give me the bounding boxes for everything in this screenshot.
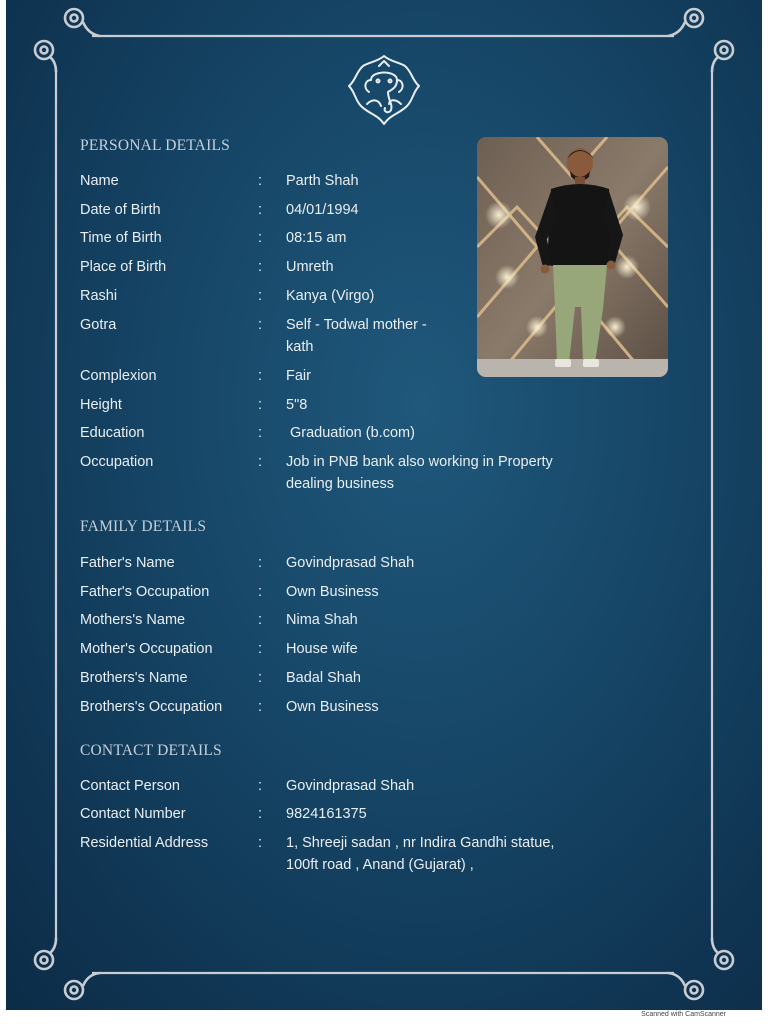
field-value: Graduation (b.com) bbox=[290, 425, 415, 441]
separator: : bbox=[258, 288, 263, 304]
field-label: Father's Name bbox=[80, 555, 175, 571]
field-value: House wife bbox=[286, 641, 358, 657]
contact-details-heading: CONTACT DETAILS bbox=[80, 742, 222, 759]
flourish-bottom-right bbox=[668, 938, 733, 999]
personal-details-heading: PERSONAL DETAILS bbox=[80, 137, 230, 154]
field-label: Brothers's Name bbox=[80, 670, 188, 686]
field-value: Umreth bbox=[286, 259, 334, 275]
separator: : bbox=[258, 397, 263, 413]
field-label: Occupation bbox=[80, 454, 154, 470]
separator: : bbox=[258, 230, 263, 246]
separator: : bbox=[258, 555, 263, 571]
separator: : bbox=[258, 584, 263, 600]
separator: : bbox=[258, 778, 263, 794]
separator: : bbox=[258, 612, 263, 628]
separator: : bbox=[258, 259, 263, 275]
field-label: Father's Occupation bbox=[80, 584, 210, 600]
field-label: Education bbox=[80, 425, 145, 441]
field-label: Date of Birth bbox=[80, 202, 161, 218]
field-label: Residential Address bbox=[80, 835, 209, 851]
field-label: Time of Birth bbox=[80, 230, 162, 246]
field-value: 5"8 bbox=[286, 397, 308, 413]
family-details-heading: FAMILY DETAILS bbox=[80, 518, 207, 535]
separator: : bbox=[258, 202, 263, 218]
separator: : bbox=[258, 317, 263, 333]
field-label: Mother's Occupation bbox=[80, 641, 213, 657]
field-label: Complexion bbox=[80, 368, 157, 384]
biodata-sheet bbox=[6, 0, 762, 1010]
field-label: Mothers's Name bbox=[80, 612, 186, 628]
field-value: 1, Shreeji sadan , nr Indira Gandhi statue, 100ft road , Anand (Gujarat) , bbox=[286, 835, 555, 873]
profile-photo bbox=[477, 137, 668, 377]
field-value: Kanya (Virgo) bbox=[286, 288, 375, 304]
field-label: Brothers's Occupation bbox=[80, 699, 223, 715]
field-value: Own Business bbox=[286, 584, 379, 600]
separator: : bbox=[258, 835, 263, 851]
field-value: Parth Shah bbox=[286, 173, 359, 189]
field-value: 04/01/1994 bbox=[286, 202, 359, 218]
field-value: 9824161375 bbox=[286, 806, 367, 822]
separator: : bbox=[258, 806, 263, 822]
separator: : bbox=[258, 454, 263, 470]
field-value: Govindprasad Shah bbox=[286, 778, 415, 794]
field-value: Fair bbox=[286, 368, 311, 384]
field-label: Height bbox=[80, 397, 122, 413]
field-value: Nima Shah bbox=[286, 612, 358, 628]
ganesha-icon bbox=[341, 50, 427, 130]
field-label: Rashi bbox=[80, 288, 118, 304]
field-value: Badal Shah bbox=[286, 670, 361, 686]
flourish-top-right bbox=[668, 9, 733, 72]
separator: : bbox=[258, 368, 263, 384]
field-label: Name bbox=[80, 173, 119, 189]
profile-photo-illustration bbox=[477, 137, 668, 377]
field-label: Gotra bbox=[80, 317, 117, 333]
separator: : bbox=[258, 670, 263, 686]
field-value: Self - Todwal mother - kath bbox=[286, 317, 427, 355]
field-value: Job in PNB bank also working in Property dealing business bbox=[286, 454, 553, 492]
separator: : bbox=[258, 425, 263, 441]
separator: : bbox=[258, 173, 263, 189]
field-label: Place of Birth bbox=[80, 259, 167, 275]
separator: : bbox=[258, 699, 263, 715]
field-label: Contact Number bbox=[80, 806, 186, 822]
field-label: Contact Person bbox=[80, 778, 180, 794]
flourish-bottom-left bbox=[35, 938, 100, 999]
separator: : bbox=[258, 641, 263, 657]
field-value: 08:15 am bbox=[286, 230, 347, 246]
field-value: Govindprasad Shah bbox=[286, 555, 415, 571]
flourish-top-left bbox=[35, 9, 100, 72]
scanner-watermark: Scanned with CamScanner bbox=[641, 1011, 726, 1018]
field-value: Own Business bbox=[286, 699, 379, 715]
